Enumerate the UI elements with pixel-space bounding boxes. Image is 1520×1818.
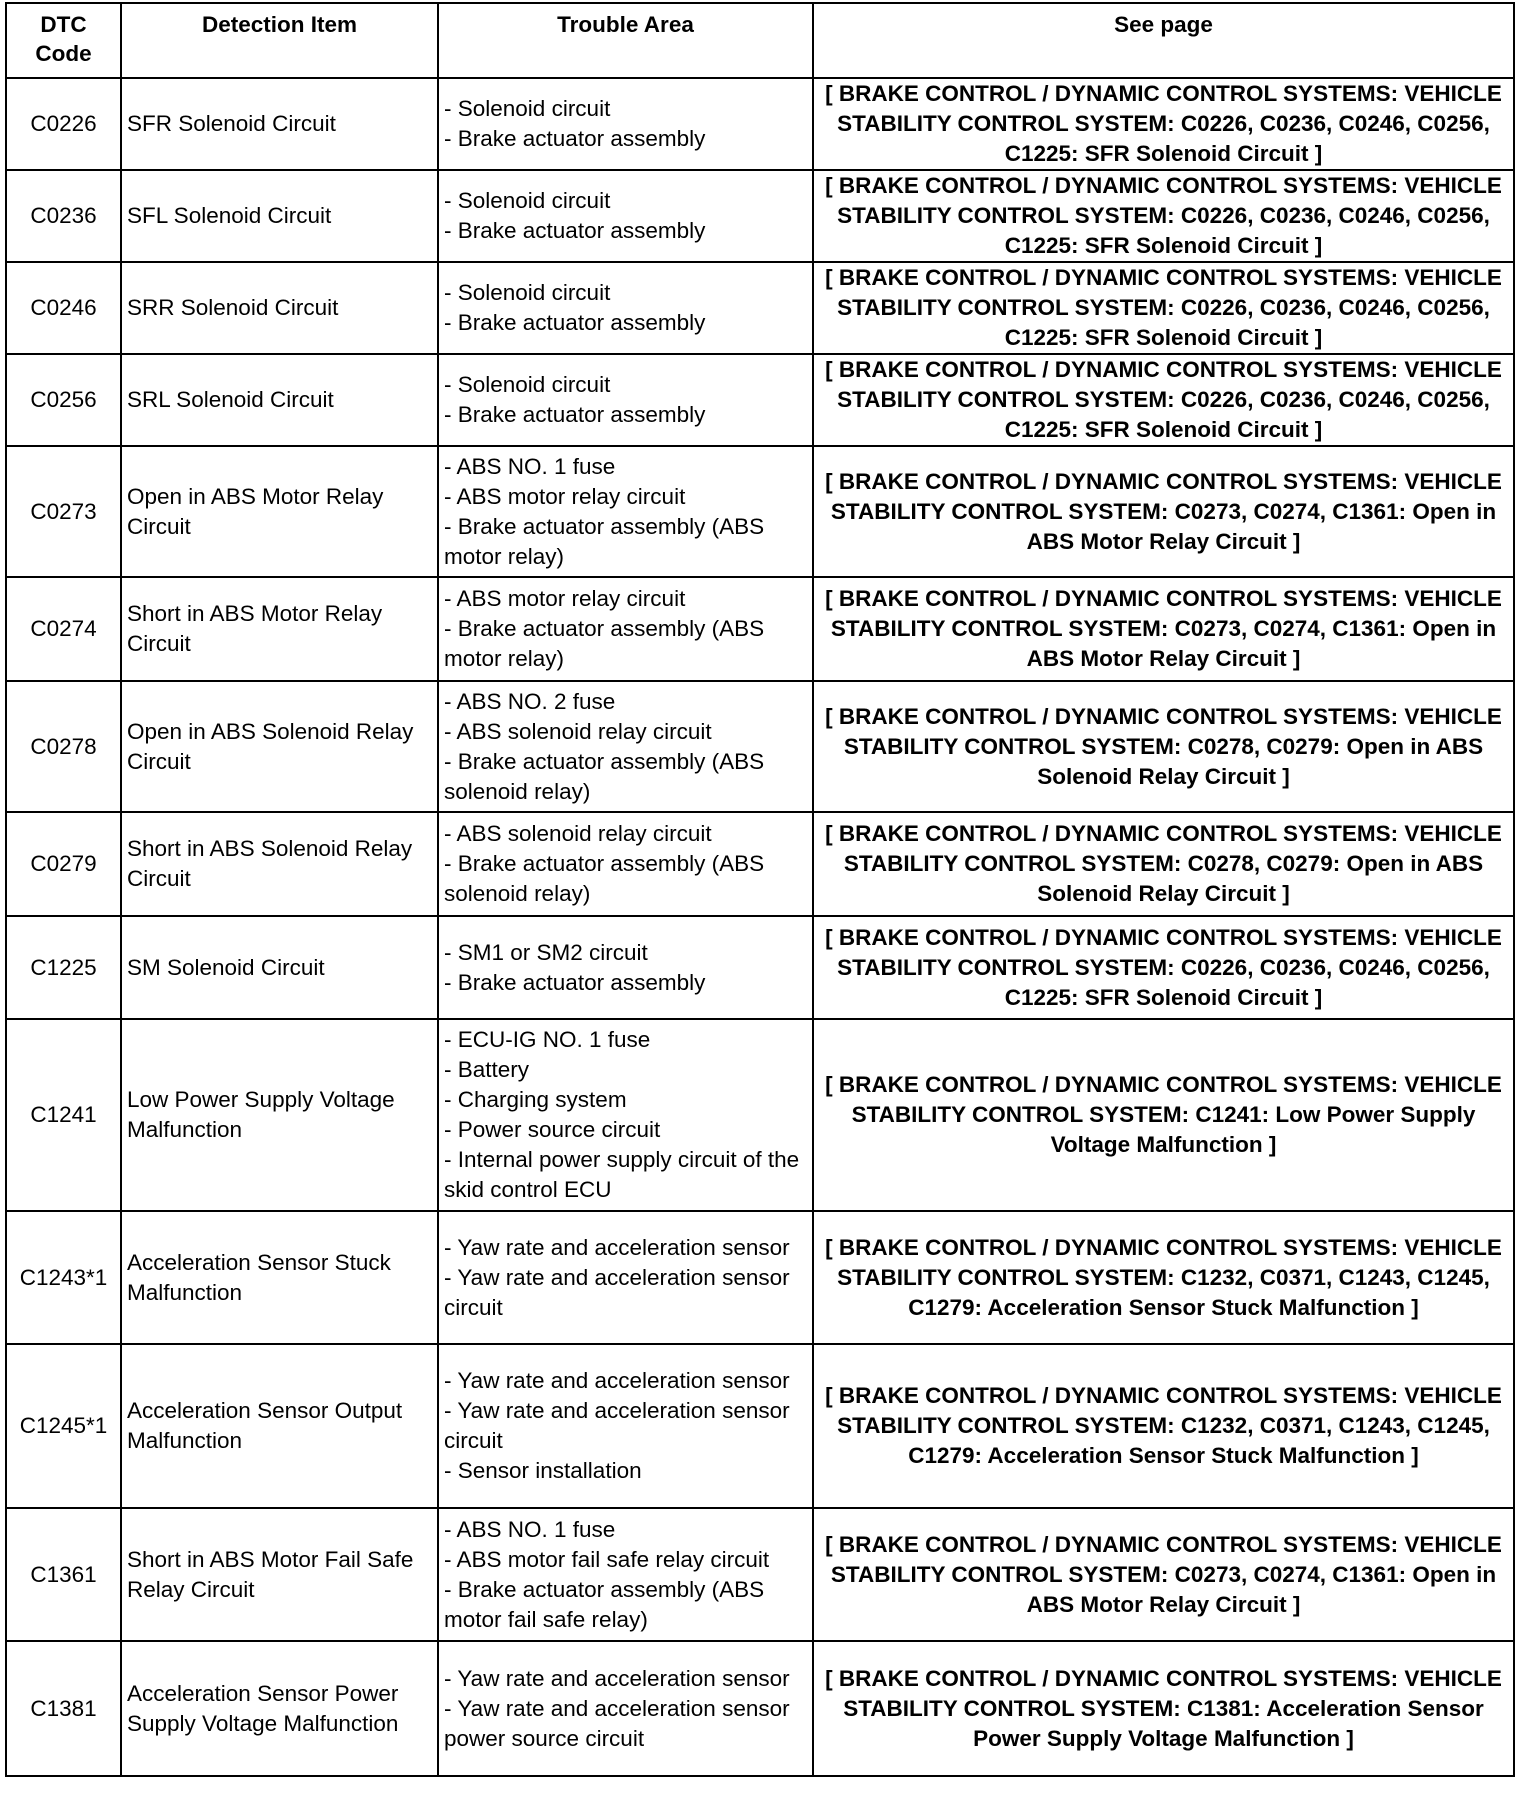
detection-item-cell: SM Solenoid Circuit (121, 916, 438, 1019)
trouble-area-cell (438, 916, 813, 1019)
trouble-area-cell (438, 681, 813, 812)
see-page-link[interactable]: [ BRAKE CONTROL / DYNAMIC CONTROL SYSTEMS: VEHICLE STABILITY CONTROL SYSTEM: C0226, C0236, C0246, C0256, C1225: SFR Solenoid Circuit ] (813, 170, 1514, 262)
trouble-area-line: - ABS solenoid relay circuit (444, 821, 712, 846)
trouble-area-line: - Solenoid circuit (444, 372, 611, 397)
trouble-area-line: - Yaw rate and acceleration sensor (444, 1665, 790, 1691)
trouble-area-line: - Yaw rate and acceleration sensor power source circuit (444, 1695, 790, 1751)
detection-item-cell: Acceleration Sensor Power Supply Voltage Malfunction (121, 1641, 438, 1776)
table-row (6, 78, 1514, 170)
detection-item-cell: SFR Solenoid Circuit (121, 78, 438, 170)
trouble-area-line: - Brake actuator assembly (444, 969, 706, 995)
detection-item-cell: Acceleration Sensor Stuck Malfunction (121, 1211, 438, 1344)
trouble-area-line: - ABS solenoid relay circuit (444, 718, 712, 744)
see-page-link[interactable]: [ BRAKE CONTROL / DYNAMIC CONTROL SYSTEMS: VEHICLE STABILITY CONTROL SYSTEM: C0278, C0279: Open in ABS Solenoid Relay Circuit ] (813, 681, 1514, 812)
see-page-link[interactable]: [ BRAKE CONTROL / DYNAMIC CONTROL SYSTEMS: VEHICLE STABILITY CONTROL SYSTEM: C1241: Low Power Supply Voltage Malfunction ] (813, 1019, 1514, 1211)
dtc-code-cell: C1225 (6, 916, 121, 1019)
trouble-area-line: - Brake actuator assembly (ABS solenoid relay) (444, 851, 765, 906)
detection-item-cell: Acceleration Sensor Output Malfunction (121, 1344, 438, 1508)
table-row (6, 681, 1514, 812)
dtc-code-cell: C1243*1 (6, 1211, 121, 1344)
see-page-link[interactable]: [ BRAKE CONTROL / DYNAMIC CONTROL SYSTEMS: VEHICLE STABILITY CONTROL SYSTEM: C0226, C0236, C0246, C0256, C1225: SFR Solenoid Circuit ] (813, 916, 1514, 1019)
header-row (6, 3, 1514, 78)
dtc-table (5, 2, 1515, 1777)
detection-item-cell: Open in ABS Solenoid Relay Circuit (121, 681, 438, 812)
trouble-area-cell (438, 354, 813, 446)
dtc-sheet (5, 2, 1515, 1777)
see-page-link[interactable]: [ BRAKE CONTROL / DYNAMIC CONTROL SYSTEMS: VEHICLE STABILITY CONTROL SYSTEM: C0278, C0279: Open in ABS Solenoid Relay Circuit ] (813, 812, 1514, 916)
table-row (6, 170, 1514, 262)
trouble-area-line: - Solenoid circuit (444, 188, 611, 213)
trouble-area-line: - Brake actuator assembly (ABS motor fail safe relay) (444, 1576, 765, 1632)
detection-item-cell: Short in ABS Motor Relay Circuit (121, 577, 438, 681)
see-page-link[interactable]: [ BRAKE CONTROL / DYNAMIC CONTROL SYSTEMS: VEHICLE STABILITY CONTROL SYSTEM: C1232, C0371, C1243, C1245, C1279: Acceleration Sensor Stuck Malfunction ] (813, 1211, 1514, 1344)
trouble-area-cell (438, 577, 813, 681)
detection-item-cell: Open in ABS Motor Relay Circuit (121, 446, 438, 577)
table-row (6, 1211, 1514, 1344)
detection-item-cell: Short in ABS Motor Fail Safe Relay Circuit (121, 1508, 438, 1641)
trouble-area-line: - ABS NO. 2 fuse (444, 688, 616, 714)
trouble-area-cell (438, 170, 813, 262)
see-page-link[interactable]: [ BRAKE CONTROL / DYNAMIC CONTROL SYSTEMS: VEHICLE STABILITY CONTROL SYSTEM: C0273, C0274, C1361: Open in ABS Motor Relay Circuit ] (813, 1508, 1514, 1641)
table-row (6, 262, 1514, 354)
dtc-code-cell: C0256 (6, 354, 121, 446)
table-row (6, 916, 1514, 1019)
trouble-area-line: - Internal power supply circuit of the skid control ECU (444, 1147, 800, 1202)
trouble-area-line: - Charging system (444, 1087, 627, 1112)
trouble-area-cell (438, 1641, 813, 1776)
trouble-area-line: - Solenoid circuit (444, 280, 611, 305)
trouble-area-line: - Brake actuator assembly (444, 402, 706, 427)
trouble-area-cell (438, 812, 813, 916)
trouble-area-cell (438, 1508, 813, 1641)
trouble-area-line: - ABS motor fail safe relay circuit (444, 1546, 770, 1572)
see-page-link[interactable]: [ BRAKE CONTROL / DYNAMIC CONTROL SYSTEMS: VEHICLE STABILITY CONTROL SYSTEM: C0273, C0274, C1361: Open in ABS Motor Relay Circuit ] (813, 446, 1514, 577)
trouble-area-line: - Brake actuator assembly (ABS motor relay) (444, 616, 765, 671)
table-body (6, 78, 1514, 1776)
table-row (6, 812, 1514, 916)
trouble-area-line: - Brake actuator assembly (444, 218, 706, 243)
dtc-code-cell: C0278 (6, 681, 121, 812)
trouble-area-cell (438, 1019, 813, 1211)
detection-item-cell: SRR Solenoid Circuit (121, 262, 438, 354)
see-page-link[interactable]: [ BRAKE CONTROL / DYNAMIC CONTROL SYSTEMS: VEHICLE STABILITY CONTROL SYSTEM: C0226, C0236, C0246, C0256, C1225: SFR Solenoid Circuit ] (813, 354, 1514, 446)
dtc-code-cell: C1245*1 (6, 1344, 121, 1508)
trouble-area-cell (438, 1211, 813, 1344)
trouble-area-line: - ABS motor relay circuit (444, 483, 686, 509)
header-trouble-area: Trouble Area (438, 3, 813, 78)
detection-item-cell: Low Power Supply Voltage Malfunction (121, 1019, 438, 1211)
table-row (6, 1508, 1514, 1641)
trouble-area-line: - Solenoid circuit (444, 96, 611, 121)
trouble-area-cell (438, 1344, 813, 1508)
dtc-code-cell: C0236 (6, 170, 121, 262)
dtc-code-cell: C1361 (6, 1508, 121, 1641)
trouble-area-line: - ECU-IG NO. 1 fuse (444, 1027, 651, 1052)
trouble-area-line: - Brake actuator assembly (ABS motor relay) (444, 513, 765, 569)
table-row (6, 1019, 1514, 1211)
table-row (6, 577, 1514, 681)
trouble-area-line: - ABS NO. 1 fuse (444, 1516, 616, 1542)
dtc-code-cell: C0273 (6, 446, 121, 577)
trouble-area-line: - Yaw rate and acceleration sensor circuit (444, 1264, 790, 1320)
trouble-area-line: - Yaw rate and acceleration sensor (444, 1368, 790, 1393)
trouble-area-line: - SM1 or SM2 circuit (444, 939, 648, 965)
table-row (6, 1344, 1514, 1508)
trouble-area-line: - Brake actuator assembly (444, 310, 706, 335)
trouble-area-line: - Power source circuit (444, 1117, 661, 1142)
dtc-code-cell: C0246 (6, 262, 121, 354)
header-dtc-code: DTC Code (6, 3, 121, 78)
trouble-area-line: - ABS motor relay circuit (444, 586, 686, 611)
see-page-link[interactable]: [ BRAKE CONTROL / DYNAMIC CONTROL SYSTEMS: VEHICLE STABILITY CONTROL SYSTEM: C1232, C0371, C1243, C1245, C1279: Acceleration Sensor Stuck Malfunction ] (813, 1344, 1514, 1508)
trouble-area-line: - Yaw rate and acceleration sensor (444, 1234, 790, 1260)
dtc-code-cell: C0226 (6, 78, 121, 170)
trouble-area-line: - Yaw rate and acceleration sensor circuit (444, 1398, 790, 1453)
table-row (6, 446, 1514, 577)
detection-item-cell: Short in ABS Solenoid Relay Circuit (121, 812, 438, 916)
trouble-area-line: - Brake actuator assembly (444, 126, 706, 151)
trouble-area-line: - ABS NO. 1 fuse (444, 453, 616, 479)
table-row (6, 1641, 1514, 1776)
header-detection-item: Detection Item (121, 3, 438, 78)
dtc-code-cell: C1241 (6, 1019, 121, 1211)
dtc-code-cell: C1381 (6, 1641, 121, 1776)
trouble-area-line: - Battery (444, 1057, 530, 1082)
detection-item-cell: SRL Solenoid Circuit (121, 354, 438, 446)
trouble-area-cell (438, 446, 813, 577)
trouble-area-line: - Sensor installation (444, 1458, 642, 1483)
trouble-area-line: - Brake actuator assembly (ABS solenoid relay) (444, 748, 765, 804)
dtc-code-cell: C0274 (6, 577, 121, 681)
table-row (6, 354, 1514, 446)
see-page-link[interactable]: [ BRAKE CONTROL / DYNAMIC CONTROL SYSTEMS: VEHICLE STABILITY CONTROL SYSTEM: C0226, C0236, C0246, C0256, C1225: SFR Solenoid Circuit ] (813, 78, 1514, 170)
header-see-page: See page (813, 3, 1514, 78)
trouble-area-cell (438, 262, 813, 354)
dtc-code-cell: C0279 (6, 812, 121, 916)
detection-item-cell: SFL Solenoid Circuit (121, 170, 438, 262)
see-page-link[interactable]: [ BRAKE CONTROL / DYNAMIC CONTROL SYSTEMS: VEHICLE STABILITY CONTROL SYSTEM: C1381: Acceleration Sensor Power Supply Voltage Malfunction ] (813, 1641, 1514, 1776)
see-page-link[interactable]: [ BRAKE CONTROL / DYNAMIC CONTROL SYSTEMS: VEHICLE STABILITY CONTROL SYSTEM: C0226, C0236, C0246, C0256, C1225: SFR Solenoid Circuit ] (813, 262, 1514, 354)
trouble-area-cell (438, 78, 813, 170)
see-page-link[interactable]: [ BRAKE CONTROL / DYNAMIC CONTROL SYSTEMS: VEHICLE STABILITY CONTROL SYSTEM: C0273, C0274, C1361: Open in ABS Motor Relay Circuit ] (813, 577, 1514, 681)
